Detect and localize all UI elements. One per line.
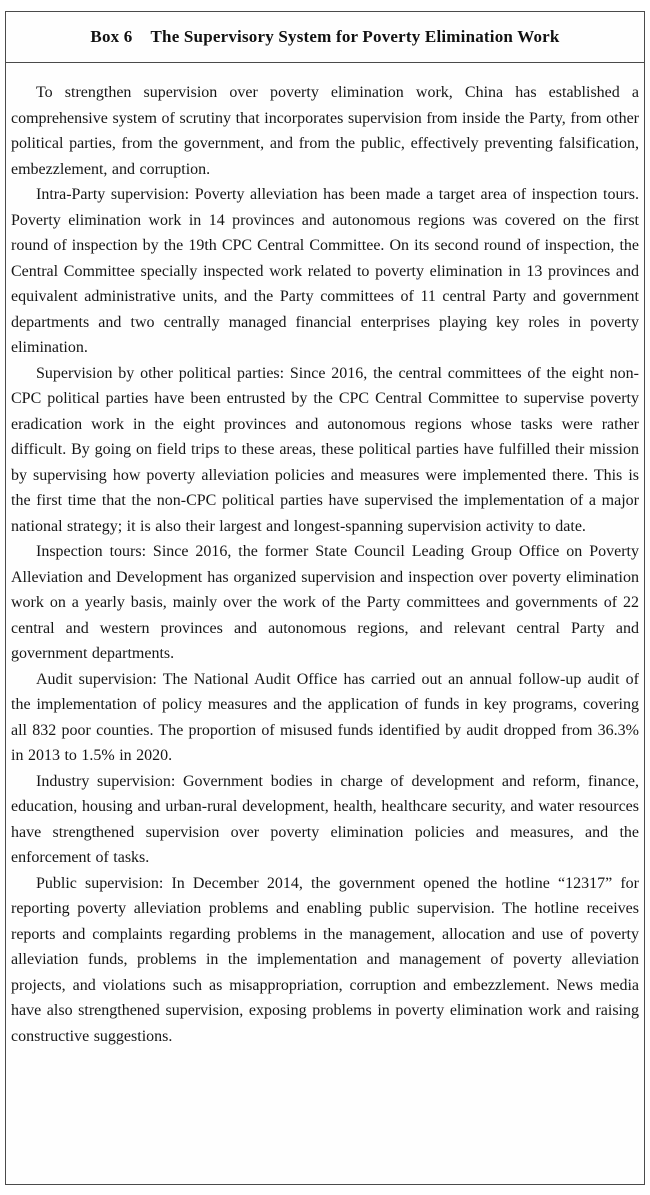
paragraph: Audit supervision: The National Audit Office has carried out an annual follow-up audit of the implementation of policy measures and the application of funds in key programs, covering all 832 poor counties. The proportion of misused funds identified by audit dropped from 36.3% in 2013 to 1.5% in 2020. [11,670,639,764]
box-title: The Supervisory System for Poverty Elimination Work [150,27,560,46]
box-number-label: Box 6 [90,27,133,46]
paragraph: Industry supervision: Government bodies in charge of development and reform, finance, education, housing and urban-rural development, health, healthcare security, and water resources have strengthened supervision over poverty elimination policies and measures, and the enforcement of tasks. [11,772,639,866]
box-body [6,63,644,1073]
box-container [5,11,645,1185]
paragraph: Inspection tours: Since 2016, the former State Council Leading Group Office on Poverty Alleviation and Development has organized supervision and inspection over poverty elimination work on a yearly basis, mainly over the work of the Party committees and governments of 22 central and western provinces and autonomous regions, and relevant central Party and government departments. [11,543,639,662]
box-header [6,12,644,63]
paragraph: Supervision by other political parties: Since 2016, the central committees of the eight non-CPC political parties have been entrusted by the CPC Central Committee to supervise poverty eradication work in the eight provinces and autonomous regions whose tasks were rather difficult. By going on field trips to these areas, these political parties have fulfilled their mission by supervising how poverty alleviation policies and measures were implemented there. This is the first time that the non-CPC political parties have supervised the implementation of a major national strategy; it is also their largest and longest-spanning supervision activity to date. [11,364,639,535]
paragraph: Public supervision: In December 2014, the government opened the hotline “12317” for reporting poverty alleviation problems and enabling public supervision. The hotline receives reports and complaints regarding problems in the management, allocation and use of poverty alleviation funds, problems in the implementation and management of poverty alleviation projects, and violations such as misappropriation, corruption and embezzlement. News media have also strengthened supervision, exposing problems in poverty elimination work and raising constructive suggestions. [11,874,639,1045]
paragraph: Intra-Party supervision: Poverty alleviation has been made a target area of inspection tours. Poverty elimination work in 14 provinces and autonomous regions was covered on the first round of inspection by the 19th CPC Central Committee. On its second round of inspection, the Central Committee specially inspected work related to poverty elimination in 13 provinces and equivalent administrative units, and the Party committees of 11 central Party and government departments and two centrally managed financial enterprises playing key roles in poverty elimination. [11,186,639,356]
paragraph: To strengthen supervision over poverty elimination work, China has established a comprehensive system of scrutiny that incorporates supervision from inside the Party, from other political parties, from the government, and from the public, effectively preventing falsification, embezzlement, and corruption. [11,84,639,178]
